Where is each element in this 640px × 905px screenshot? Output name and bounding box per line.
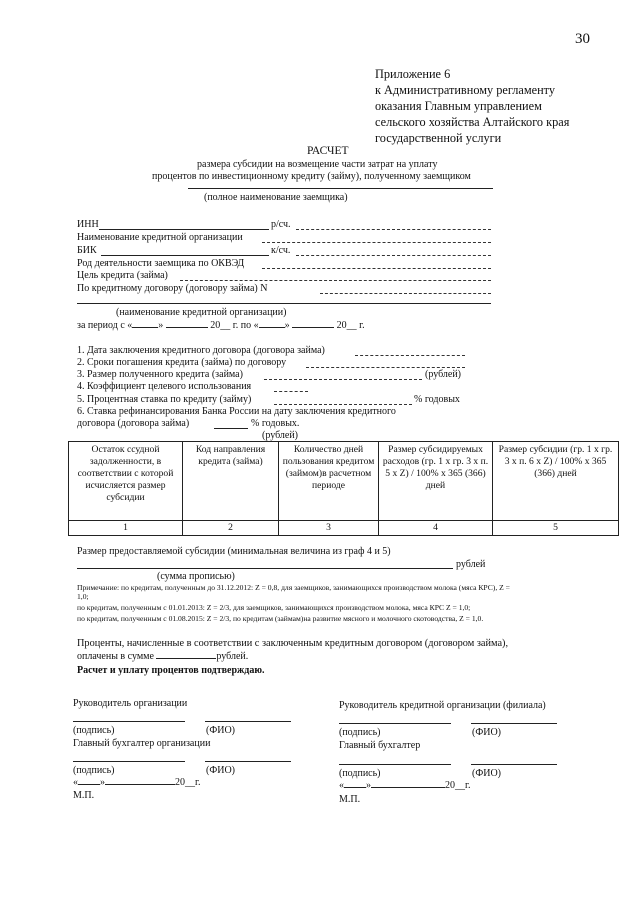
column-number: 4 [379, 521, 493, 536]
month-from-field[interactable] [166, 327, 208, 328]
date-quote: » [100, 777, 105, 788]
item-1-line[interactable] [355, 355, 465, 356]
okved-label: Род деятельности заемщика по ОКВЭД [77, 258, 245, 269]
item-6-line[interactable] [214, 428, 248, 429]
bank-caption: (наименование кредитной организации) [116, 307, 287, 318]
day-from-field[interactable] [132, 327, 158, 328]
subsidy-unit: рублей [456, 559, 486, 570]
right-year: 20__г. [445, 780, 471, 791]
right-sign-caption: (подпись) [339, 727, 381, 738]
period-year-to: 20__ г. [336, 320, 365, 331]
paid-amount-row [77, 651, 248, 662]
right-sign-line[interactable] [339, 723, 451, 724]
date-quote: » [366, 780, 371, 791]
date-quote: « [339, 780, 344, 791]
subsidy-table [68, 441, 619, 536]
table-unit: (рублей) [262, 430, 299, 441]
column-number: 3 [279, 521, 379, 536]
rs-label: р/сч. [271, 219, 291, 230]
note-line: по кредитам, полученным с 01.08.2015: Z = 2/3, по кредитам (займам)на развитие мясного и молочного скотоводства, Z = 1,0. [77, 614, 484, 623]
item-1: 1. Дата заключения кредитного договора (договора займа) [77, 345, 325, 356]
contract-line[interactable] [320, 293, 491, 294]
purpose-label: Цель кредита (займа) [77, 270, 168, 281]
period-quote: » [284, 320, 290, 331]
rs-line[interactable] [296, 229, 491, 230]
inn-line[interactable] [99, 229, 269, 230]
left-sign-line[interactable] [73, 721, 185, 722]
appendix-line: к Административному регламенту [375, 83, 556, 97]
item-3-line[interactable] [264, 379, 422, 380]
paid-amount-field[interactable] [156, 658, 216, 659]
right-date-row [339, 780, 470, 791]
borrower-caption: (полное наименование заемщика) [204, 192, 348, 203]
right-stamp: М.П. [339, 794, 361, 805]
ks-line[interactable] [296, 255, 491, 256]
date-quote: « [73, 777, 78, 788]
left-date-row [73, 777, 200, 788]
confirmation: Расчет и уплату процентов подтверждаю. [77, 665, 265, 676]
left-sign-heading: Руководитель организации [73, 698, 188, 709]
appendix-line: государственной услуги [375, 131, 502, 145]
borrower-line [188, 188, 493, 189]
month-to-field[interactable] [292, 327, 334, 328]
inn-label: ИНН [77, 219, 99, 230]
contract-label: По кредитному договору (договору займа) N [77, 283, 268, 294]
appendix-line: Приложение 6 [375, 67, 451, 81]
column-header: Размер субсидии (гр. 1 x гр. 3 x п. 6 x Z) / 100% x 365 (366) дней [493, 442, 619, 521]
appendix-line: сельского хозяйства Алтайского края [375, 115, 570, 129]
okved-line[interactable] [262, 268, 491, 269]
period-year-from: 20__ г. по « [210, 320, 259, 331]
appendix-line: оказания Главным управлением [375, 99, 542, 113]
right-fio-line[interactable] [471, 723, 557, 724]
item-2: 2. Сроки погашения кредита (займа) по договору [77, 357, 287, 368]
item-6-cont: договора (договора займа) [77, 418, 190, 429]
right-fio-caption: (ФИО) [472, 727, 502, 738]
column-number: 1 [69, 521, 183, 536]
column-header: Остаток ссудной задолженности, в соответствии с которой исчисляется размер субсидии [69, 442, 183, 521]
note-line: 1,0; [77, 592, 89, 601]
column-header: Количество дней пользования кредитом (займом)в расчетном периоде [279, 442, 379, 521]
bank-line[interactable] [77, 303, 491, 304]
right-accountant: Главный бухгалтер [339, 740, 421, 751]
paid-statement: Проценты, начисленные в соответствии с заключенным кредитным договором (договором займа), [77, 638, 509, 649]
right-acct-sign-caption: (подпись) [339, 768, 381, 779]
left-acct-sign-caption: (подпись) [73, 765, 115, 776]
paid-amount-unit: рублей. [216, 651, 249, 662]
item-4-line[interactable] [274, 391, 308, 392]
item-6-unit: % годовых. [251, 418, 300, 429]
bank-name-line[interactable] [262, 242, 491, 243]
left-day-field[interactable] [78, 784, 100, 785]
item-5-line[interactable] [274, 404, 412, 405]
period-row [77, 320, 365, 331]
left-accountant: Главный бухгалтер организации [73, 738, 211, 749]
item-2-line[interactable] [306, 367, 465, 368]
item-5-unit: % годовых [414, 394, 460, 405]
column-header: Код направления кредита (займа) [183, 442, 279, 521]
item-4: 4. Коэффициент целевого использования [77, 381, 252, 392]
bank-name-label: Наименование кредитной организации [77, 232, 243, 243]
purpose-line[interactable] [180, 280, 491, 281]
note-line: по кредитам, полученным с 01.01.2013: Z = 2/3, для заемщиков, занимающихся производством молока, мяса КРС Z = 1,0; [77, 603, 471, 612]
right-acct-fio-caption: (ФИО) [472, 768, 502, 779]
right-day-field[interactable] [344, 787, 366, 788]
item-3-unit: (рублей) [425, 369, 462, 380]
subsidy-label: Размер предоставляемой субсидии (минимальная величина из граф 4 и 5) [77, 546, 391, 557]
right-sign-heading: Руководитель кредитной организации (филиала) [339, 700, 546, 711]
period-prefix: за период с « [77, 320, 133, 331]
left-acct-fio-caption: (ФИО) [206, 765, 236, 776]
item-3: 3. Размер полученного кредита (займа) [77, 369, 243, 380]
bik-line[interactable] [101, 255, 269, 256]
paid-amount-label: оплачены в сумме [77, 651, 154, 662]
column-header: Размер субсидируемых расходов (гр. 1 x гр. 3 x п. 5 x Z) / 100% x 365 (366) дней [379, 442, 493, 521]
left-month-field[interactable] [105, 784, 175, 785]
right-acct-sign-line[interactable] [339, 764, 451, 765]
right-month-field[interactable] [371, 787, 445, 788]
left-year: 20__г. [175, 777, 201, 788]
document-title: РАСЧЕТ [307, 145, 349, 157]
sum-caption: (сумма прописью) [157, 571, 235, 582]
page-number: 30 [575, 31, 590, 47]
left-fio-line[interactable] [205, 721, 291, 722]
left-acct-fio-line[interactable] [205, 761, 291, 762]
ks-label: к/сч. [271, 245, 291, 256]
document-subtitle: процентов по инвестиционному кредиту (займу), полученному заемщиком [152, 171, 471, 182]
left-sign-caption: (подпись) [73, 725, 115, 736]
item-5: 5. Процентная ставка по кредиту (займу) [77, 394, 252, 405]
subsidy-amount-line[interactable] [77, 568, 453, 569]
note-line: Примечание: по кредитам, полученным до 31.12.2012: Z = 0,8, для заемщиков, занимающихся производством молока (мяса КРС), Z = [77, 583, 510, 592]
item-6: 6. Ставка рефинансирования Банка России на дату заключения кредитного [77, 406, 396, 417]
document-subtitle: размера субсидии на возмещение части затрат на уплату [197, 159, 438, 170]
right-acct-fio-line[interactable] [471, 764, 557, 765]
bik-label: БИК [77, 245, 97, 256]
left-stamp: М.П. [73, 790, 95, 801]
left-acct-sign-line[interactable] [73, 761, 185, 762]
day-to-field[interactable] [259, 327, 285, 328]
period-quote: » [158, 320, 164, 331]
column-number: 5 [493, 521, 619, 536]
left-fio-caption: (ФИО) [206, 725, 236, 736]
column-number: 2 [183, 521, 279, 536]
appendix-block [375, 66, 569, 146]
